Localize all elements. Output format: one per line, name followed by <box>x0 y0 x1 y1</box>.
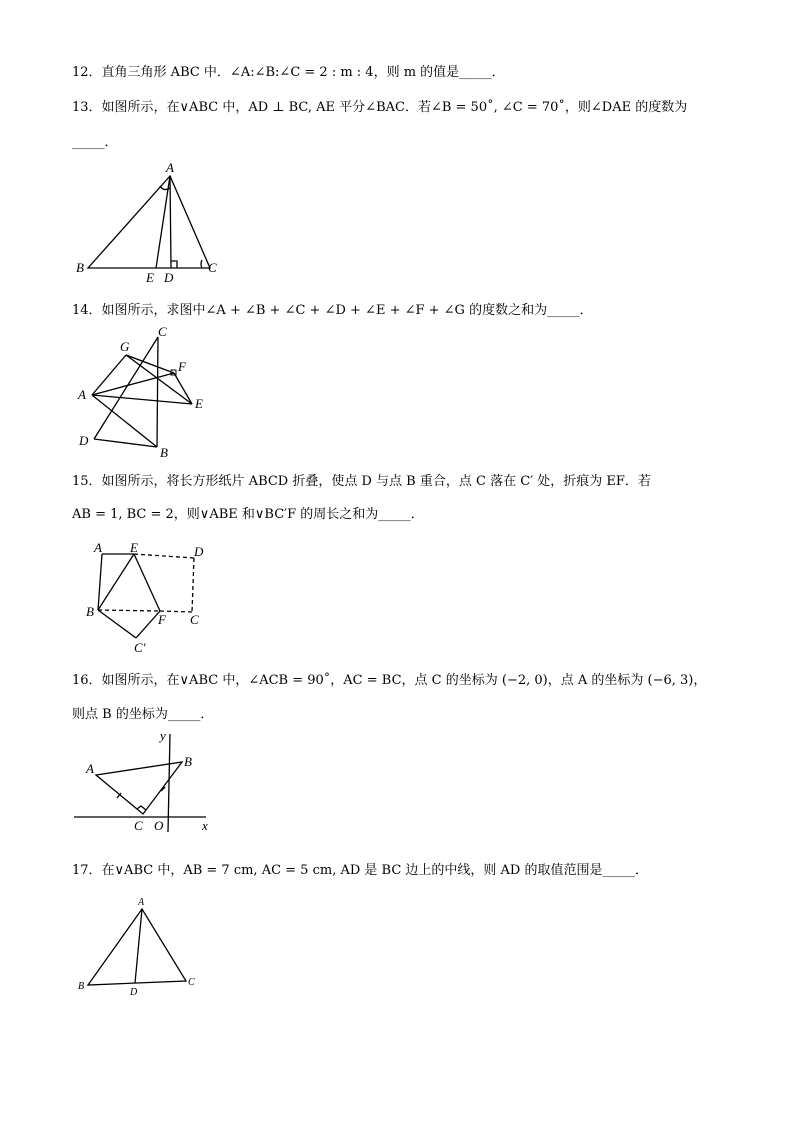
triangle-abc <box>88 176 210 268</box>
label-b: B <box>160 445 168 460</box>
question-15-text-2: AB = 1, BC = 2，则∨ABE 和∨BC′F 的周长之和为_____． <box>72 507 424 522</box>
segment-fe <box>174 373 192 404</box>
label-c: C <box>190 612 199 627</box>
label-b: B <box>184 754 192 769</box>
segment-ef <box>134 554 160 611</box>
figure-14 <box>74 325 214 465</box>
label-d: D <box>79 433 89 448</box>
right-angle-mark <box>171 261 177 268</box>
segment-ab <box>92 395 157 447</box>
label-y: y <box>160 728 166 743</box>
figure-16 <box>70 728 220 838</box>
question-13-blank: _____． <box>72 135 118 150</box>
label-f: F <box>158 612 166 627</box>
segment-ae <box>92 395 192 404</box>
segment-ab <box>98 554 102 610</box>
figure-13 <box>74 160 224 285</box>
question-15-text: 15．如图所示，将长方形纸片 ABCD 折叠，使点 D 与点 B 重合，点 C 落在 C′ 处，折痕为 EF．若 <box>72 474 651 489</box>
question-16-text: 16．如图所示，在∨ABC 中，∠ACB = 90˚，AC = BC，点 C 的坐标为 (−2, 0)，点 A 的坐标为 (−6, 3)， <box>72 673 707 688</box>
segment-ag <box>92 355 126 395</box>
segment-c-prime-f <box>136 611 160 638</box>
question-12-text: 12．直角三角形 ABC 中．∠A:∠B:∠C = 2 : m : 4，则 m 的值是_____． <box>72 65 505 80</box>
question-14-text: 14．如图所示，求图中∠A + ∠B + ∠C + ∠D + ∠E + ∠F + ∠G 的度数之和为_____． <box>72 303 593 318</box>
label-x: x <box>202 818 208 833</box>
question-16-text-2: 则点 B 的坐标为_____． <box>72 707 214 722</box>
label-b: B <box>76 260 84 275</box>
label-a: A <box>86 761 94 776</box>
label-a: A <box>94 540 102 555</box>
question-17-text: 17．在∨ABC 中，AB = 7 cm, AC = 5 cm, AD 是 BC 边上的中线，则 AD 的取值范围是_____． <box>72 863 648 878</box>
segment-dc-dashed <box>192 558 194 612</box>
segment-ed-dashed <box>134 554 194 558</box>
segment-cb <box>157 337 158 447</box>
label-c: C <box>158 324 167 339</box>
label-b: B <box>86 604 94 619</box>
median-ad <box>135 909 142 983</box>
label-c: C <box>134 818 143 833</box>
figure-17 <box>74 895 214 1000</box>
label-c-prime: C′ <box>134 640 146 655</box>
segment-gf <box>126 355 174 373</box>
figure-15 <box>84 540 224 655</box>
label-f: F <box>178 359 186 374</box>
segment-be <box>98 554 134 610</box>
angle-mark-c <box>201 260 202 268</box>
label-c: C <box>208 260 217 275</box>
question-13-text: 13．如图所示，在∨ABC 中，AD ⊥ BC, AE 平分∠BAC．若∠B = 50˚, ∠C = 70˚，则∠DAE 的度数为 <box>72 100 688 115</box>
label-d: D <box>164 270 174 285</box>
label-e: E <box>146 270 154 285</box>
label-a: A <box>166 160 174 175</box>
triangle-abc <box>88 909 186 985</box>
label-a: A <box>78 387 86 402</box>
label-e: E <box>195 396 203 411</box>
segment-ad <box>170 176 171 268</box>
segment-bf-dashed <box>98 610 160 611</box>
label-e: E <box>130 540 138 555</box>
label-c: C <box>188 977 195 988</box>
label-d: D <box>130 987 138 998</box>
label-a: A <box>138 897 145 908</box>
segment-bc-prime <box>98 610 136 638</box>
label-b: B <box>78 981 85 992</box>
label-g: G <box>120 339 130 354</box>
label-d: D <box>194 544 204 559</box>
label-o: O <box>154 818 164 833</box>
